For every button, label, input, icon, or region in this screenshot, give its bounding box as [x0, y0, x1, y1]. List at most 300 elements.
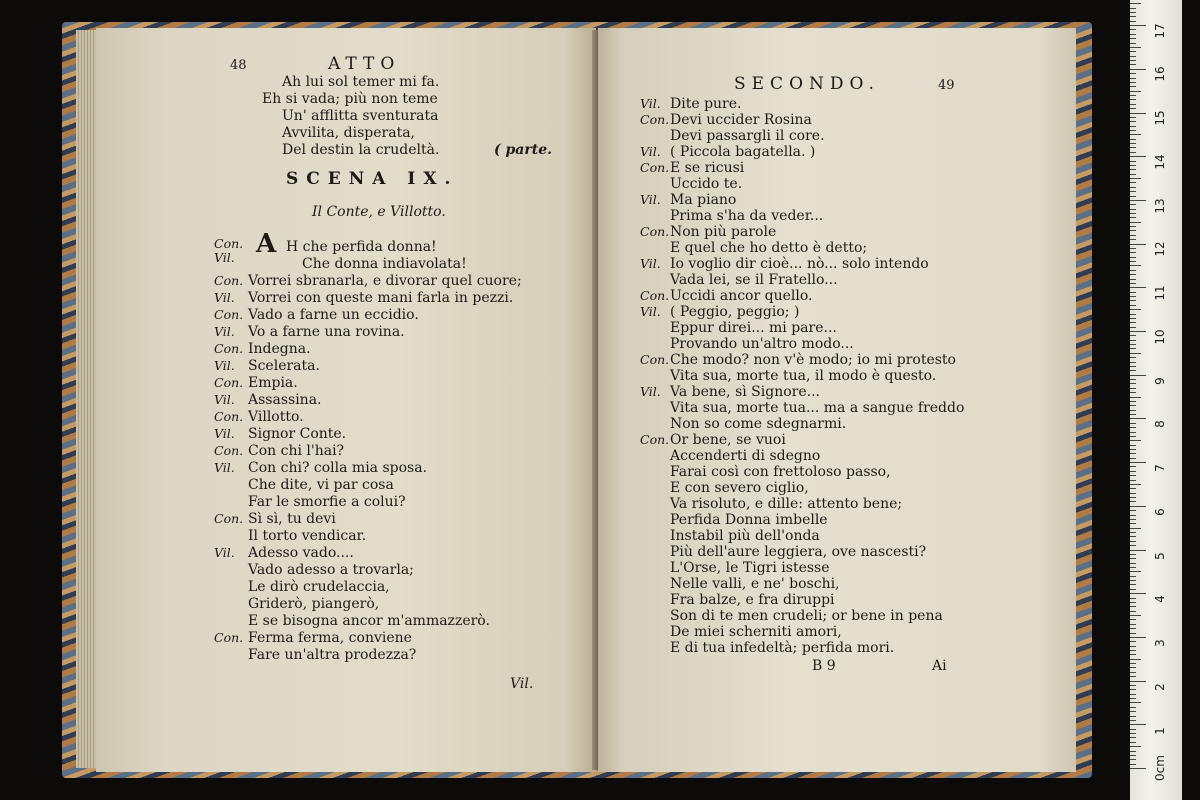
dialogue-line: Con chi l'hai? [248, 443, 345, 459]
ruler-tick [1130, 353, 1141, 354]
ruler-tick [1130, 117, 1136, 118]
ruler-tick [1130, 536, 1136, 537]
verse-line: Avvilita, disperata, [282, 125, 415, 141]
dialogue-line: Vorrei sbranarla, e divorar quel cuore; [248, 273, 522, 289]
ruler-tick [1130, 327, 1136, 328]
ruler-tick [1130, 196, 1136, 197]
ruler-tick [1130, 134, 1141, 135]
dialogue-line: Dite pure. [670, 96, 742, 112]
speaker: Vil. [640, 256, 661, 271]
ruler-tick [1130, 344, 1136, 345]
dialogue-line: Vado adesso a trovarla; [248, 562, 414, 578]
ruler-tick [1130, 571, 1141, 572]
speaker: Vil. [640, 384, 661, 399]
speaker: Con. [214, 236, 244, 251]
scene-title: SCENA IX. [286, 169, 459, 189]
ruler-tick [1130, 252, 1136, 253]
dialogue-line: Devi passargli il core. [670, 128, 825, 144]
dialogue-line: Più dell'aure leggiera, ove nascesti? [670, 544, 927, 560]
ruler-tick [1130, 230, 1136, 231]
catchword: Ai [932, 658, 947, 674]
dialogue-line: Instabil più dell'onda [670, 528, 820, 544]
dialogue-line: Perfida Donna imbelle [670, 512, 828, 528]
ruler-tick [1130, 432, 1136, 433]
ruler-tick [1130, 82, 1136, 83]
ruler-tick [1130, 650, 1136, 651]
ruler-tick [1130, 235, 1136, 236]
ruler-tick [1130, 737, 1136, 738]
dialogue-line: Signor Conte. [248, 426, 347, 442]
ruler-tick [1130, 292, 1136, 293]
ruler-tick [1130, 501, 1136, 502]
ruler-tick [1130, 405, 1136, 406]
ruler-tick [1130, 646, 1136, 647]
ruler-tick [1130, 423, 1136, 424]
ruler-tick [1130, 217, 1136, 218]
ruler-tick [1130, 287, 1146, 288]
dialogue-line: Uccido te. [670, 176, 743, 192]
ruler-tick [1130, 348, 1136, 349]
ruler-tick [1130, 143, 1136, 144]
speaker: Con. [640, 224, 670, 239]
scene-characters: Il Conte, e Villotto. [312, 204, 446, 220]
ruler-tick [1130, 641, 1136, 642]
dialogue-line: E se bisogna ancor m'ammazzerò. [248, 613, 490, 629]
ruler-tick [1130, 25, 1146, 26]
ruler-tick [1130, 209, 1136, 210]
ruler-tick [1130, 528, 1141, 529]
ruler-tick [1130, 480, 1136, 481]
ruler-tick [1130, 615, 1141, 616]
ruler-tick [1130, 654, 1136, 655]
ruler-tick [1130, 519, 1136, 520]
ruler-tick [1130, 554, 1136, 555]
ruler-number: 9 [1153, 377, 1167, 385]
ruler-tick [1130, 716, 1136, 717]
ruler-number: 11 [1153, 285, 1167, 301]
ruler-tick [1130, 449, 1136, 450]
ruler-tick [1130, 720, 1136, 721]
ruler-tick [1130, 204, 1136, 205]
ruler-tick [1130, 462, 1146, 463]
ruler-number: 12 [1153, 241, 1167, 257]
ruler-tick [1130, 104, 1136, 105]
left-page-number: 48 [230, 58, 247, 73]
ruler-tick [1130, 38, 1136, 39]
speaker: Con. [214, 375, 244, 390]
dialogue-line: Accenderti di sdegno [670, 448, 821, 464]
left-running-head: ATTO [328, 54, 401, 74]
ruler-tick [1130, 187, 1136, 188]
dialogue-line: Provando un'altro modo... [670, 336, 854, 352]
ruler-tick [1130, 139, 1136, 140]
ruler-tick [1130, 545, 1136, 546]
ruler-tick [1130, 51, 1136, 52]
ruler-tick [1130, 724, 1146, 725]
dialogue-line: De miei scherniti amori, [670, 624, 842, 640]
catchword: Vil. [510, 676, 534, 692]
ruler-tick [1130, 8, 1136, 9]
dialogue-line: ( Peggio, peggio; ) [670, 304, 800, 320]
ruler-tick [1130, 161, 1136, 162]
speaker: Vil. [214, 358, 235, 373]
ruler-tick [1130, 244, 1146, 245]
ruler-tick [1130, 340, 1136, 341]
stage-direction: ( parte. [494, 142, 552, 158]
ruler-tick [1130, 523, 1136, 524]
ruler-tick [1130, 506, 1146, 507]
ruler-tick [1130, 113, 1146, 114]
ruler-tick [1130, 314, 1136, 315]
ruler-tick [1130, 515, 1136, 516]
ruler-tick [1130, 755, 1136, 756]
ruler-tick [1130, 602, 1136, 603]
ruler-tick [1130, 73, 1136, 74]
dialogue-line: Che donna indiavolata! [302, 256, 467, 272]
ruler-tick [1130, 60, 1136, 61]
ruler-tick [1130, 261, 1136, 262]
ruler-tick [1130, 619, 1136, 620]
ruler-number: 15 [1153, 110, 1167, 126]
ruler-tick [1130, 305, 1136, 306]
ruler-number: 14 [1153, 154, 1167, 170]
ruler-tick [1130, 91, 1141, 92]
dialogue-line: E se ricusi [670, 160, 745, 176]
ruler-tick [1130, 698, 1136, 699]
right-page [598, 28, 1076, 772]
dialogue-line: L'Orse, le Tigri istesse [670, 560, 830, 576]
dialogue-line: Son di te men crudeli; or bene in pena [670, 608, 943, 624]
ruler-tick [1130, 410, 1136, 411]
ruler-number: 2 [1153, 683, 1167, 691]
ruler-tick [1130, 108, 1136, 109]
ruler-tick [1130, 12, 1136, 13]
ruler-tick [1130, 445, 1136, 446]
ruler-tick [1130, 550, 1146, 551]
dialogue-line: E con severo ciglio, [670, 480, 809, 496]
ruler-tick [1130, 746, 1141, 747]
dialogue-line: Fra balze, e fra diruppi [670, 592, 835, 608]
dialogue-line: Villotto. [248, 409, 304, 425]
ruler-tick [1130, 388, 1136, 389]
dialogue-line: Fare un'altra prodezza? [248, 647, 417, 663]
ruler-tick [1130, 165, 1136, 166]
ruler-tick [1130, 147, 1136, 148]
ruler-tick [1130, 322, 1136, 323]
dialogue-line: Che dite, vi par cosa [248, 477, 394, 493]
ruler-tick [1130, 270, 1136, 271]
ruler-tick [1130, 56, 1136, 57]
ruler-tick [1130, 532, 1136, 533]
ruler-tick [1130, 274, 1136, 275]
dialogue-line: Prima s'ha da veder... [670, 208, 824, 224]
ruler-tick [1130, 64, 1136, 65]
ruler-tick [1130, 584, 1136, 585]
speaker: Vil. [640, 192, 661, 207]
dialogue-line: Indegna. [248, 341, 311, 357]
ruler-tick [1130, 685, 1136, 686]
dialogue-line: Scelerata. [248, 358, 320, 374]
dialogue-line: Non più parole [670, 224, 777, 240]
ruler-tick [1130, 681, 1146, 682]
ruler-tick [1130, 126, 1136, 127]
ruler-tick [1130, 69, 1146, 70]
dialogue-line: Farai così con frettoloso passo, [670, 464, 891, 480]
dialogue-line: Nelle valli, e ne' boschi, [670, 576, 840, 592]
ruler-tick [1130, 418, 1146, 419]
ruler-tick [1130, 663, 1136, 664]
drop-cap-initial: A [256, 229, 277, 259]
ruler-tick [1130, 567, 1136, 568]
ruler-tick [1130, 488, 1136, 489]
speaker: Vil. [214, 426, 235, 441]
speaker: Vil. [214, 324, 235, 339]
ruler-tick [1130, 764, 1136, 765]
dialogue-line: H che perfida donna! [286, 239, 437, 255]
ruler-tick [1130, 200, 1146, 201]
ruler-number: 8 [1153, 420, 1167, 428]
ruler-tick [1130, 95, 1136, 96]
ruler-tick [1130, 558, 1136, 559]
speaker: Vil. [640, 96, 661, 111]
ruler-tick [1130, 458, 1136, 459]
right-page-number: 49 [938, 78, 955, 93]
verse-line: Ah lui sol temer mi fa. [282, 74, 440, 90]
ruler-tick [1130, 702, 1141, 703]
ruler-tick [1130, 152, 1136, 153]
dialogue-line: Il torto vendicar. [248, 528, 367, 544]
speaker: Vil. [214, 392, 235, 407]
speaker: Vil. [214, 250, 235, 265]
speaker: Con. [214, 307, 244, 322]
ruler-number: 13 [1153, 198, 1167, 214]
ruler-tick [1130, 366, 1136, 367]
ruler-tick [1130, 362, 1136, 363]
ruler-tick [1130, 265, 1141, 266]
ruler-tick [1130, 182, 1136, 183]
ruler-tick [1130, 375, 1146, 376]
speaker: Con. [214, 341, 244, 356]
dialogue-line: Va bene, sì Signore... [670, 384, 820, 400]
ruler-tick [1130, 497, 1136, 498]
verse-line: Eh si vada; più non teme [262, 91, 438, 107]
ruler-tick [1130, 370, 1136, 371]
ruler-tick [1130, 742, 1136, 743]
ruler-tick [1130, 694, 1136, 695]
ruler-tick [1130, 99, 1136, 100]
ruler-tick [1130, 226, 1136, 227]
ruler-number: 3 [1153, 639, 1167, 647]
ruler-tick [1130, 436, 1136, 437]
ruler-number: 7 [1153, 464, 1167, 472]
ruler-tick [1130, 43, 1136, 44]
ruler-tick [1130, 576, 1136, 577]
ruler-tick [1130, 357, 1136, 358]
speaker: Con. [640, 432, 670, 447]
ruler-tick [1130, 637, 1146, 638]
dialogue-line: E di tua infedeltà; perfida mori. [670, 640, 895, 656]
ruler-tick [1130, 78, 1136, 79]
ruler-tick [1130, 689, 1136, 690]
ruler-tick [1130, 401, 1136, 402]
ruler-tick [1130, 751, 1136, 752]
left-page [96, 28, 596, 772]
ruler-tick [1130, 593, 1146, 594]
ruler-number: 17 [1153, 23, 1167, 39]
speaker: Con. [214, 511, 244, 526]
ruler-tick [1130, 3, 1141, 4]
ruler-tick [1130, 34, 1136, 35]
dialogue-line: Adesso vado.... [248, 545, 354, 561]
ruler-number: 5 [1153, 552, 1167, 560]
ruler-tick [1130, 466, 1136, 467]
ruler-tick [1130, 257, 1136, 258]
ruler-number: 4 [1153, 595, 1167, 603]
dialogue-line: Ma piano [670, 192, 737, 208]
speaker: Vil. [214, 545, 235, 560]
ruler-tick [1130, 628, 1136, 629]
dialogue-line: Devi uccider Rosina [670, 112, 812, 128]
ruler-tick [1130, 383, 1136, 384]
ruler-tick [1130, 676, 1136, 677]
ruler-tick [1130, 178, 1141, 179]
ruler-tick [1130, 453, 1136, 454]
dialogue-line: Le dirò crudelaccia, [248, 579, 390, 595]
ruler-tick [1130, 414, 1136, 415]
ruler-tick [1130, 222, 1141, 223]
ruler-tick [1130, 130, 1136, 131]
dialogue-line: ( Piccola bagatella. ) [670, 144, 816, 160]
ruler-tick [1130, 768, 1146, 769]
ruler-tick [1130, 759, 1136, 760]
ruler-tick [1130, 21, 1136, 22]
ruler-tick [1130, 659, 1141, 660]
ruler-tick [1130, 16, 1136, 17]
dialogue-line: Che modo? non v'è modo; io mi protesto [670, 352, 956, 368]
ruler-tick [1130, 296, 1136, 297]
speaker: Con. [640, 352, 670, 367]
ruler-tick [1130, 169, 1136, 170]
dialogue-line: Con chi? colla mia sposa. [248, 460, 428, 476]
verse-line: Un' afflitta sventurata [282, 108, 439, 124]
ruler-tick [1130, 213, 1136, 214]
ruler-tick [1130, 440, 1141, 441]
ruler-tick [1130, 29, 1136, 30]
ruler-tick [1130, 248, 1136, 249]
ruler-tick [1130, 47, 1141, 48]
ruler-number: 6 [1153, 508, 1167, 516]
speaker: Con. [640, 160, 670, 175]
dialogue-line: Io voglio dir cioè... nò... solo intendo [670, 256, 929, 272]
speaker: Vil. [214, 290, 235, 305]
signature-mark: B 9 [812, 658, 836, 674]
ruler-tick [1130, 279, 1136, 280]
ruler-number: 16 [1153, 66, 1167, 82]
speaker: Con. [214, 409, 244, 424]
ruler-tick [1130, 191, 1136, 192]
ruler-tick [1130, 484, 1141, 485]
ruler-tick [1130, 475, 1136, 476]
dialogue-line: Vorrei con queste mani farla in pezzi. [248, 290, 514, 306]
speaker: Vil. [640, 144, 661, 159]
ruler-tick [1130, 335, 1136, 336]
ruler-tick [1130, 318, 1136, 319]
ruler-tick [1130, 711, 1136, 712]
ruler-tick [1130, 493, 1136, 494]
ruler-tick [1130, 309, 1141, 310]
ruler-tick [1130, 379, 1136, 380]
measuring-ruler [1130, 0, 1182, 800]
dialogue-line: Empia. [248, 375, 298, 391]
ruler-tick [1130, 733, 1136, 734]
speaker: Con. [214, 443, 244, 458]
dialogue-line: Vada lei, se il Fratello... [670, 272, 838, 288]
verse-line: Del destin la crudeltà. [282, 142, 440, 158]
ruler-tick [1130, 331, 1146, 332]
dialogue-line: Far le smorfie a colui? [248, 494, 406, 510]
ruler-tick [1130, 541, 1136, 542]
ruler-tick [1130, 300, 1136, 301]
dialogue-line: Vo a farne una rovina. [248, 324, 405, 340]
ruler-number: 1 [1153, 727, 1167, 735]
ruler-tick [1130, 86, 1136, 87]
ruler-tick [1130, 589, 1136, 590]
dialogue-line: Vita sua, morte tua, il modo è questo. [670, 368, 937, 384]
ruler-tick [1130, 239, 1136, 240]
ruler-tick [1130, 598, 1136, 599]
ruler-tick [1130, 611, 1136, 612]
ruler-tick [1130, 427, 1136, 428]
right-running-head: SECONDO. [734, 74, 880, 94]
dialogue-line: Eppur direi... mi pare... [670, 320, 837, 336]
dialogue-line: E quel che ho detto è detto; [670, 240, 868, 256]
ruler-tick [1130, 392, 1136, 393]
ruler-tick [1130, 729, 1136, 730]
ruler-tick [1130, 606, 1136, 607]
dialogue-line: Assassina. [248, 392, 322, 408]
dialogue-line: Non so come sdegnarmi. [670, 416, 847, 432]
dialogue-line: Uccidi ancor quello. [670, 288, 813, 304]
ruler-tick [1130, 471, 1136, 472]
ruler-tick [1130, 174, 1136, 175]
ruler-tick [1130, 283, 1136, 284]
ruler-tick [1130, 580, 1136, 581]
speaker: Vil. [640, 304, 661, 319]
ruler-tick [1130, 397, 1141, 398]
ruler-tick [1130, 510, 1136, 511]
dialogue-line: Vado a farne un eccidio. [248, 307, 419, 323]
ruler-number: 0cm [1153, 755, 1167, 781]
ruler-tick [1130, 707, 1136, 708]
ruler-tick [1130, 121, 1136, 122]
speaker: Con. [640, 288, 670, 303]
speaker: Con. [214, 630, 244, 645]
ruler-tick [1130, 624, 1136, 625]
ruler-tick [1130, 633, 1136, 634]
dialogue-line: Sì sì, tu devi [248, 511, 336, 527]
ruler-number: 10 [1153, 329, 1167, 345]
ruler-tick [1130, 672, 1136, 673]
ruler-tick [1130, 156, 1146, 157]
speaker: Con. [640, 112, 670, 127]
speaker: Vil. [214, 460, 235, 475]
dialogue-line: Vita sua, morte tua... ma a sangue freddo [670, 400, 965, 416]
dialogue-line: Or bene, se vuoi [670, 432, 786, 448]
ruler-tick [1130, 667, 1136, 668]
dialogue-line: Griderò, piangerò, [248, 596, 380, 612]
speaker: Con. [214, 273, 244, 288]
ruler-tick [1130, 563, 1136, 564]
